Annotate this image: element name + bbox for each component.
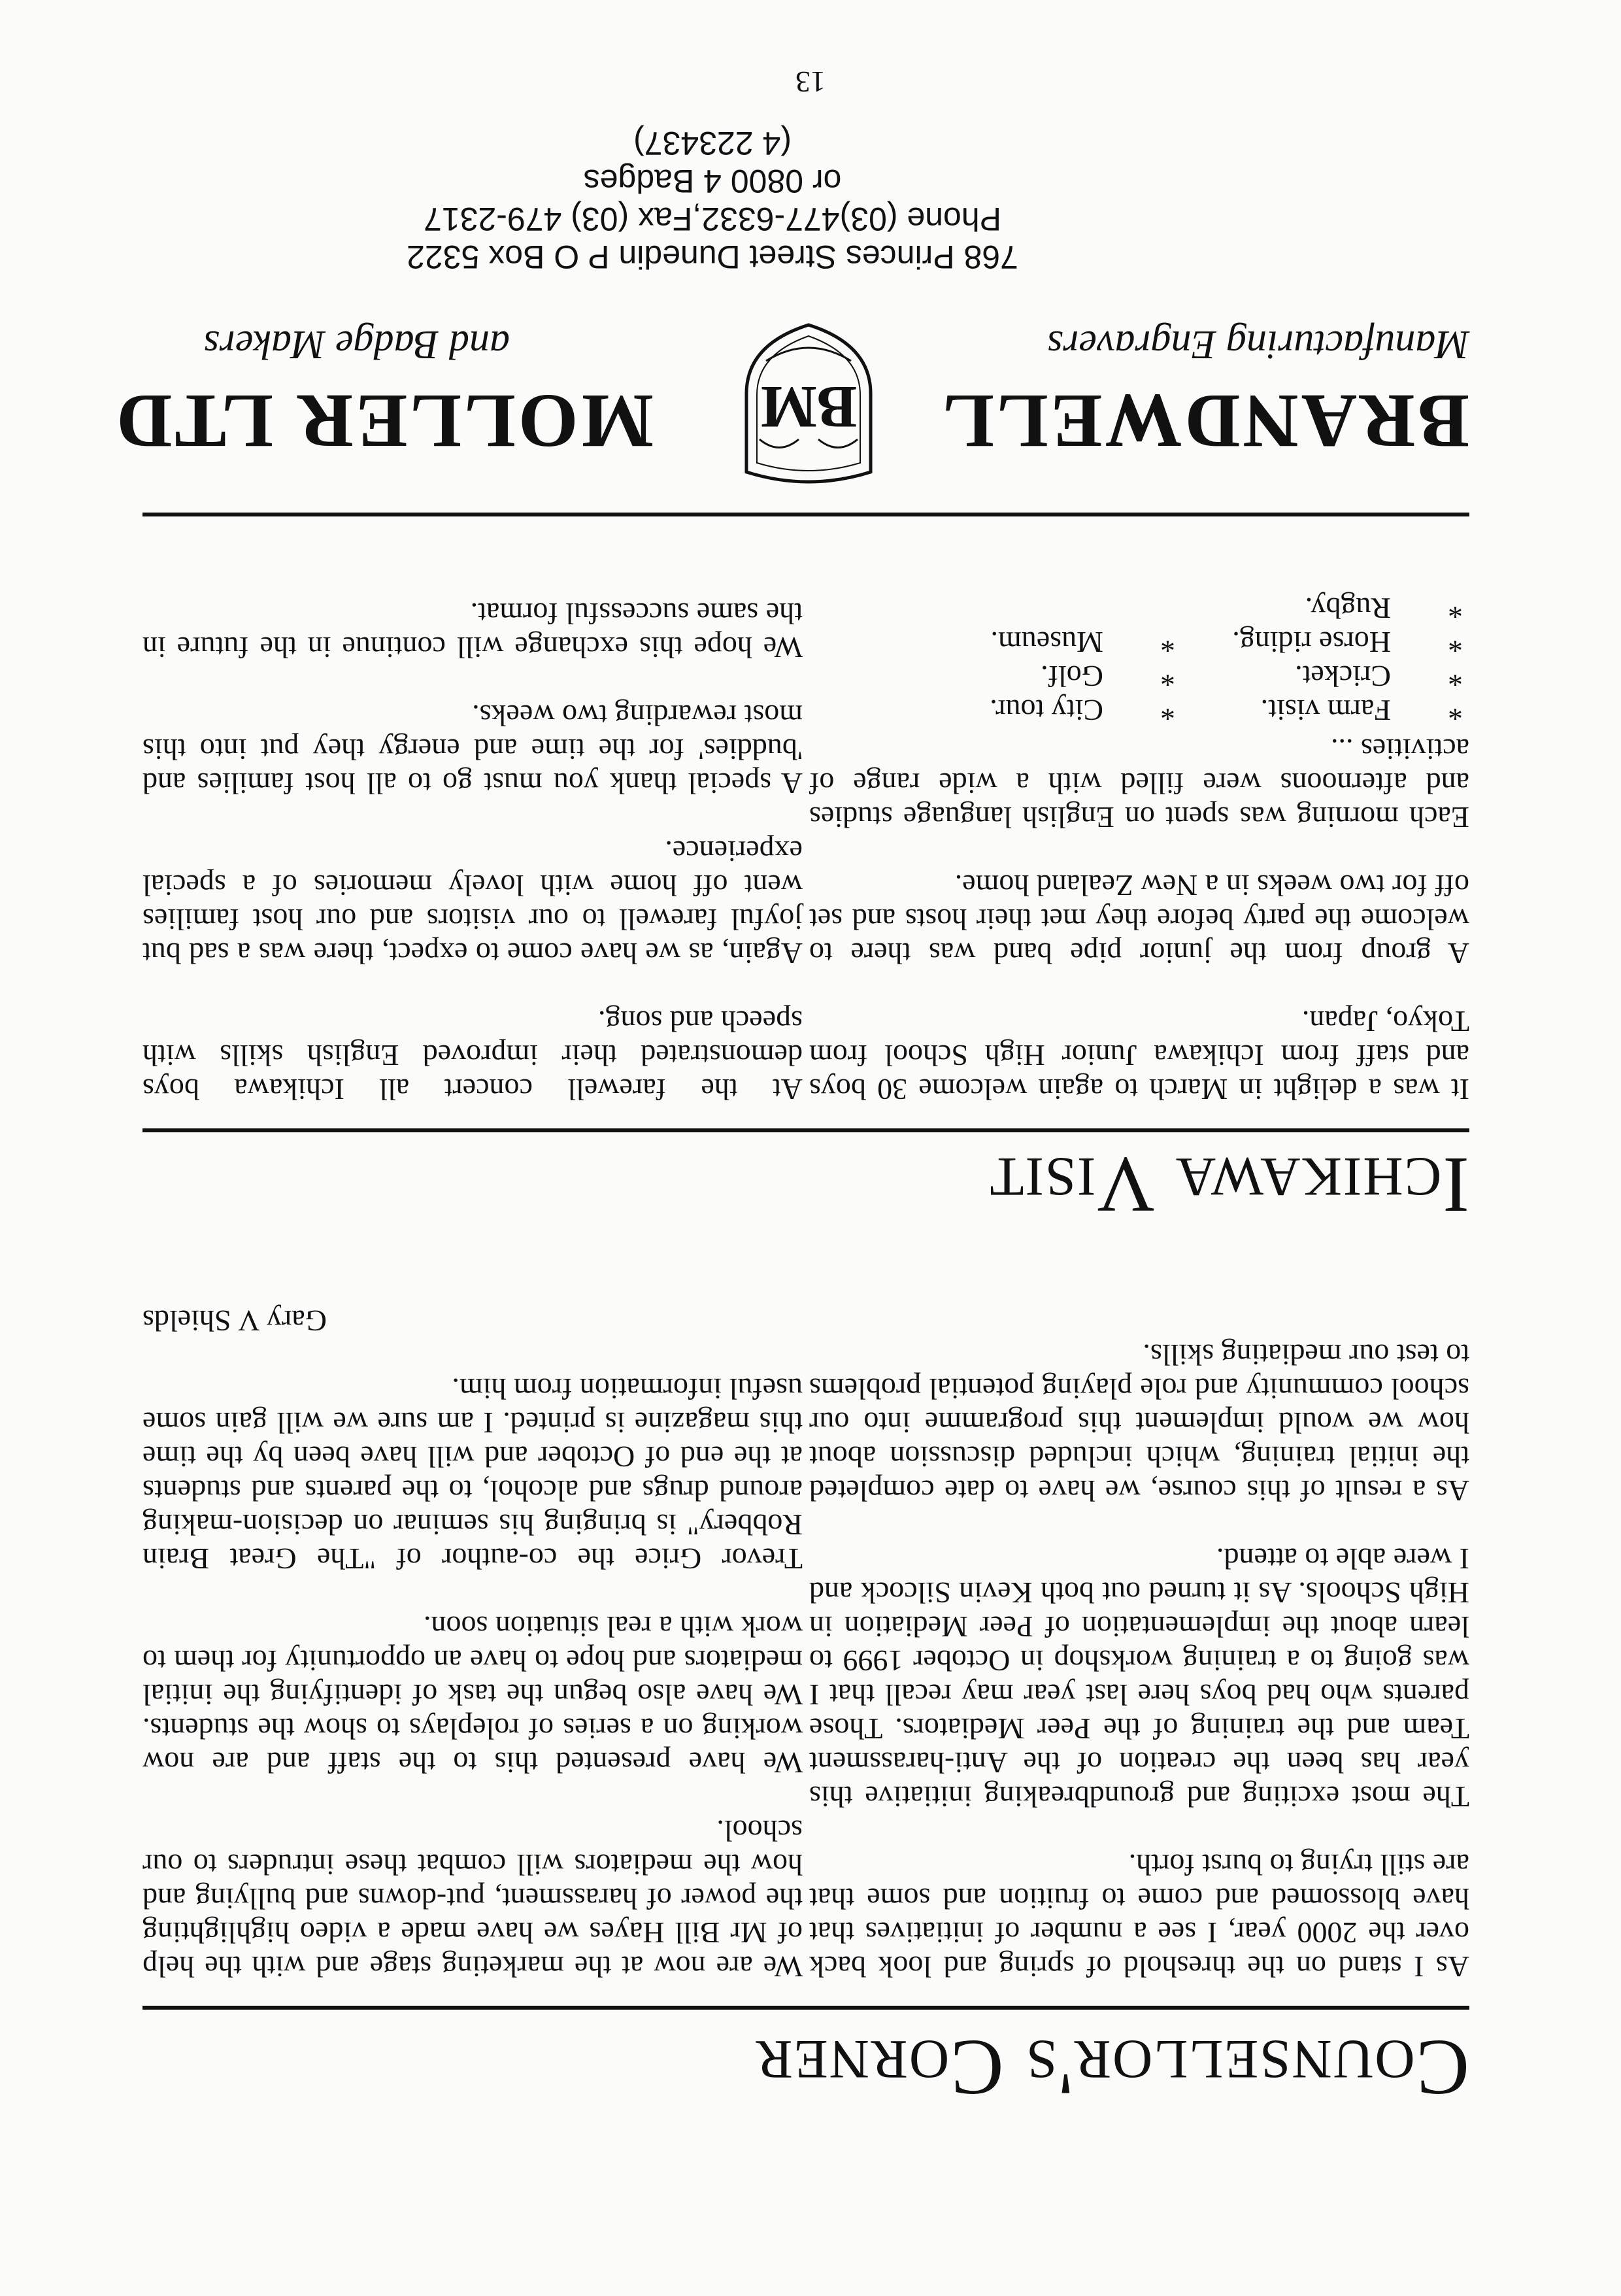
advert-company-name-left: BRANDWELL <box>940 379 1469 464</box>
counsellor-paragraph: As I stand on the threshold of spring and look back over the 2000 year, I see a number of initiatives that have blossomed and come to fruition and some that are still trying to burst forth. <box>809 1848 1469 1984</box>
advert-badges-line: or 0800 4 Badges <box>583 163 842 199</box>
counsellor-paragraph: We are now at the marketing stage and with the help of Mr Bill Hayes we have made a video highlighting the power of harassment, put-downs and bullying and how the mediators will combat these intruders to our school. <box>142 1814 803 1984</box>
counsellor-paragraph: The most exciting and groundbreaking initiative this year has been the creation of the Anti-harassment Team and the training of the Peer Mediators. Those parents who had boys here last year may recall that I was going to a training workshop in October 1999 to learn about the implementation of Peer Mediation in High Schools. As it turned out both Kevin Silcock and I were able to attend. <box>809 1542 1469 1814</box>
advert-address: 768 Princes Street Dunedin P O Box 5322 <box>407 239 1018 275</box>
ichikawa-paragraph: At the farewell concert all Ichikawa boys demonstrated their improved English skills with speech and song. <box>142 1005 803 1106</box>
counsellor-right-column <box>142 1304 803 1984</box>
activity-list <box>809 591 1469 727</box>
list-item: * Rugby. <box>1305 592 1463 625</box>
counsellor-title: Counsellor's Corner <box>754 2023 1469 2112</box>
ichikawa-paragraph: Each morning was spent on English language studies and afternoons were filled with a wide range of activities ... <box>809 733 1469 834</box>
ichikawa-paragraph: A group from the junior pipe band was there to welcome the party before they met their hosts and set off for two weeks in a New Zealand home. <box>809 869 1469 970</box>
counsellor-paragraph: We have presented this to the staff and are now working on a series of roleplays to show the students. We have also begun the task of identifying the initial mediators and hope to have an opportunity for them to work with a real situation soon. <box>142 1610 803 1780</box>
ichikawa-paragraph: A special thank you must go to all host families and 'buddies' for the time and energy they put into this most rewarding two weeks. <box>142 699 803 800</box>
advert-tagline-left: Manufacturing Engravers <box>1047 322 1469 367</box>
signature: Gary V Shields <box>142 1304 327 1338</box>
list-item: * Farm visit. * City tour. <box>990 694 1463 727</box>
counsellor-paragraph: Trevor Grice the co-author of "The Great Brain Robbery" is bringing his seminar on decision-making around drugs and alcohol, to the parents and students at the end of October and will have been by the time this magazine is printed. I am sure we will gain some useful information from him. <box>142 1372 803 1576</box>
advert-phone: Phone (03)477-6332,Fax (03) 479-2317 <box>424 201 1001 237</box>
counsellor-rule <box>142 2006 1469 2010</box>
ichikawa-title: Ichikawa Visit <box>988 1141 1469 1229</box>
page-number: 13 <box>795 65 826 99</box>
advert-tagline-right: and Badge Makers <box>203 322 510 367</box>
advert-contact-block <box>353 124 1072 276</box>
svg-text:BM: BM <box>760 374 858 441</box>
ichikawa-paragraph: It was a delight in March to again welcome 30 boys and staff from Ichikawa Junior High School from Tokyo, Japan. <box>809 1005 1469 1106</box>
counsellor-paragraph: As a result of this course, we have to date completed the initial training, which included discussion about how we would implement this programme into our school community and role playing potential problems to test our mediating skills. <box>809 1338 1469 1508</box>
counsellor-left-column <box>809 1304 1469 1984</box>
company-crest-icon <box>733 322 884 485</box>
list-item: * Horse riding. * Museum. <box>990 626 1463 659</box>
advert-badges-digits: (4 223437) <box>633 125 792 161</box>
advert-rule <box>142 513 1469 516</box>
ichikawa-paragraph: We hope this exchange will continue in the future in the same successful format. <box>142 597 803 664</box>
advert-company-name-right: MOLLER LTD <box>114 379 654 464</box>
ichikawa-paragraph: Again, as we have come to expect, there was a sad but joyful farewell to our visitors and our host families went off home with lovely memories of a special experience. <box>142 835 803 970</box>
ichikawa-right-column <box>142 562 803 1106</box>
list-item: * Cricket. * Golf. <box>1041 660 1463 693</box>
ichikawa-left-column <box>809 591 1469 1106</box>
ichikawa-rule <box>142 1128 1469 1132</box>
